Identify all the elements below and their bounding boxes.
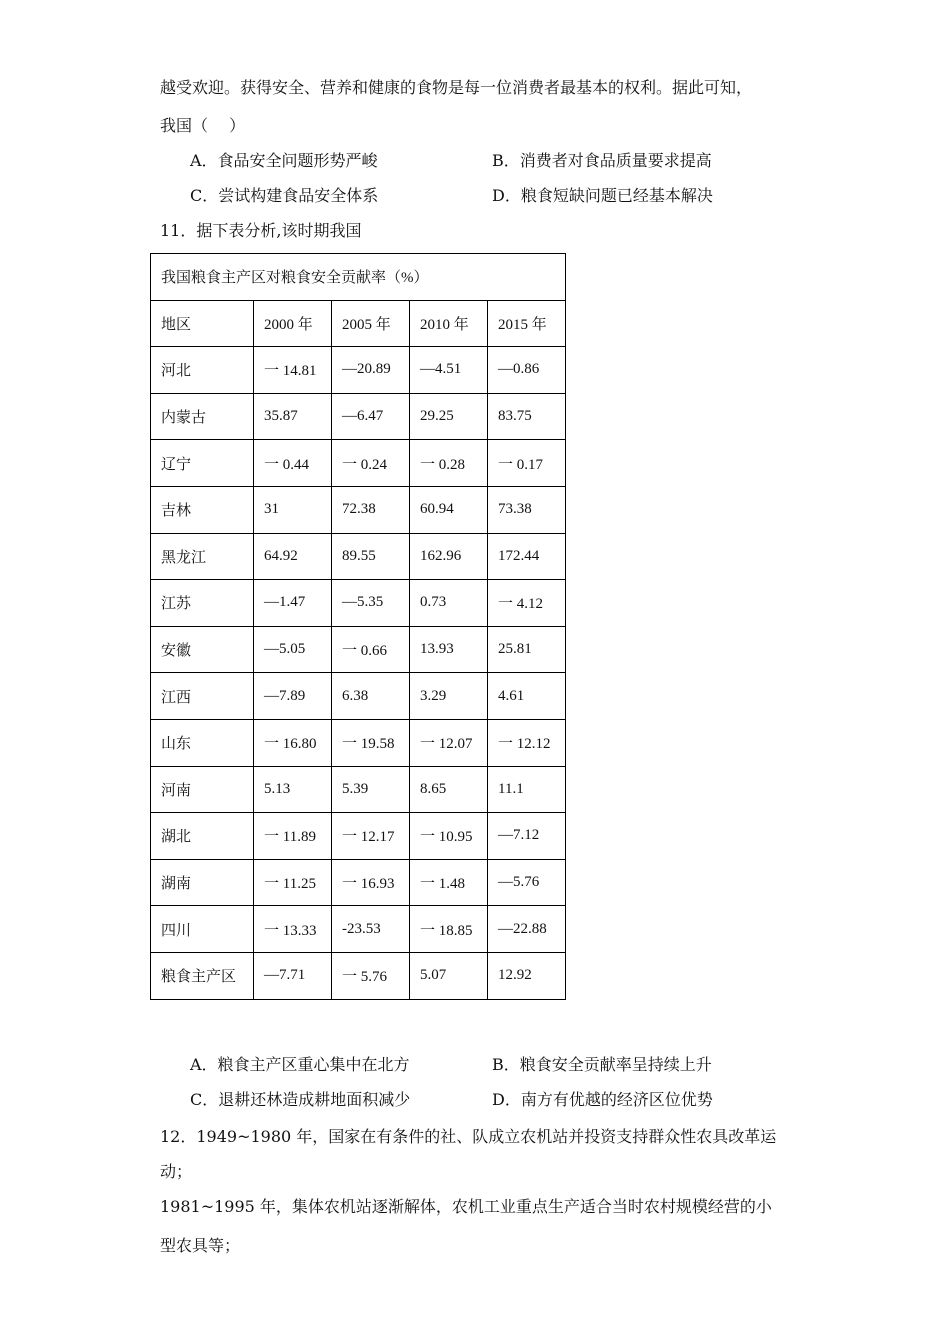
value-cell: 一 10.95 [410, 813, 488, 860]
value-cell: 6.38 [332, 673, 410, 720]
value-cell: 64.92 [254, 533, 332, 580]
q11-option-c: C．退耕还林造成耕地面积减少 [190, 1090, 411, 1109]
table-row [151, 673, 566, 720]
q11-option-d: D．南方有优越的经济区位优势 [492, 1090, 713, 1109]
table-row [151, 859, 566, 906]
value-cell: 25.81 [488, 626, 566, 673]
header-cell: 地区 [151, 300, 254, 347]
region-cell: 山东 [151, 719, 254, 766]
q12-line-2: 动； [160, 1162, 193, 1181]
table-row [151, 813, 566, 860]
table-row [151, 347, 566, 394]
header-cell: 2015 年 [488, 300, 566, 347]
table-row [151, 440, 566, 487]
region-cell: 江西 [151, 673, 254, 720]
value-cell: 一 0.24 [332, 440, 410, 487]
region-cell: 河南 [151, 766, 254, 813]
q12-line-4: 型农具等； [160, 1236, 241, 1255]
region-cell: 吉林 [151, 486, 254, 533]
value-cell: 一 19.58 [332, 719, 410, 766]
value-cell: —7.71 [254, 952, 332, 999]
table-title: 我国粮食主产区对粮食安全贡献率（%） [151, 254, 566, 301]
value-cell: 31 [254, 486, 332, 533]
value-cell: 0.73 [410, 580, 488, 627]
region-cell: 黑龙江 [151, 533, 254, 580]
value-cell: 一 4.12 [488, 580, 566, 627]
intro-text-line-2: 我国（ ） [160, 116, 246, 135]
value-cell: —1.47 [254, 580, 332, 627]
region-cell: 湖南 [151, 859, 254, 906]
value-cell: 一 11.25 [254, 859, 332, 906]
region-cell: 四川 [151, 906, 254, 953]
value-cell: 一 18.85 [410, 906, 488, 953]
value-cell: 73.38 [488, 486, 566, 533]
value-cell: 162.96 [410, 533, 488, 580]
region-cell: 辽宁 [151, 440, 254, 487]
value-cell: 12.92 [488, 952, 566, 999]
value-cell: 11.1 [488, 766, 566, 813]
value-cell: 一 13.33 [254, 906, 332, 953]
value-cell: 一 0.17 [488, 440, 566, 487]
value-cell: 一 1.48 [410, 859, 488, 906]
value-cell: 一 12.17 [332, 813, 410, 860]
q11-option-b: B．粮食安全贡献率呈持续上升 [492, 1055, 712, 1074]
value-cell: 4.61 [488, 673, 566, 720]
value-cell: —7.89 [254, 673, 332, 720]
value-cell: —4.51 [410, 347, 488, 394]
value-cell: 一 16.80 [254, 719, 332, 766]
table-header-row [151, 300, 566, 347]
table-row [151, 626, 566, 673]
region-cell: 内蒙古 [151, 393, 254, 440]
region-cell: 江苏 [151, 580, 254, 627]
table-row [151, 393, 566, 440]
table-title-row [151, 254, 566, 301]
header-cell: 2005 年 [332, 300, 410, 347]
q12-line-3: 1981~1995 年，集体农机站逐渐解体，农机工业重点生产适合当时农村规模经营的小 [160, 1197, 772, 1216]
region-cell: 湖北 [151, 813, 254, 860]
value-cell: —5.05 [254, 626, 332, 673]
header-cell: 2000 年 [254, 300, 332, 347]
region-cell: 粮食主产区 [151, 952, 254, 999]
intro-text-line-1: 越受欢迎。获得安全、营养和健康的食物是每一位消费者最基本的权利。据此可知， [160, 78, 753, 97]
value-cell: 5.07 [410, 952, 488, 999]
value-cell: —5.76 [488, 859, 566, 906]
value-cell: 一 16.93 [332, 859, 410, 906]
table-row [151, 952, 566, 999]
q10-option-a: A．食品安全问题形势严峻 [190, 151, 378, 170]
value-cell: -23.53 [332, 906, 410, 953]
q11-option-a: A．粮食主产区重心集中在北方 [190, 1055, 410, 1074]
region-cell: 河北 [151, 347, 254, 394]
q10-option-b: B．消费者对食品质量要求提高 [492, 151, 712, 170]
table-row [151, 906, 566, 953]
value-cell: 172.44 [488, 533, 566, 580]
table-row [151, 533, 566, 580]
value-cell: —7.12 [488, 813, 566, 860]
value-cell: 一 0.28 [410, 440, 488, 487]
value-cell: 5.13 [254, 766, 332, 813]
value-cell: 72.38 [332, 486, 410, 533]
value-cell: —6.47 [332, 393, 410, 440]
table-row [151, 486, 566, 533]
value-cell: 83.75 [488, 393, 566, 440]
value-cell: 一 14.81 [254, 347, 332, 394]
value-cell: 一 0.66 [332, 626, 410, 673]
value-cell: 60.94 [410, 486, 488, 533]
value-cell: —20.89 [332, 347, 410, 394]
q11-stem: 11．据下表分析,该时期我国 [160, 221, 362, 240]
value-cell: 8.65 [410, 766, 488, 813]
q10-option-d: D．粮食短缺问题已经基本解决 [492, 186, 713, 205]
value-cell: 89.55 [332, 533, 410, 580]
header-cell: 2010 年 [410, 300, 488, 347]
table-row [151, 719, 566, 766]
value-cell: 13.93 [410, 626, 488, 673]
value-cell: 35.87 [254, 393, 332, 440]
q12-line-1: 12．1949~1980 年，国家在有条件的社、队成立农机站并投资支持群众性农具改革运 [160, 1127, 777, 1146]
value-cell: 5.39 [332, 766, 410, 813]
value-cell: 一 12.07 [410, 719, 488, 766]
value-cell: 一 5.76 [332, 952, 410, 999]
table-row [151, 580, 566, 627]
value-cell: —5.35 [332, 580, 410, 627]
region-cell: 安徽 [151, 626, 254, 673]
value-cell: 一 0.44 [254, 440, 332, 487]
value-cell: 3.29 [410, 673, 488, 720]
value-cell: 一 12.12 [488, 719, 566, 766]
value-cell: —22.88 [488, 906, 566, 953]
value-cell: 一 11.89 [254, 813, 332, 860]
value-cell: —0.86 [488, 347, 566, 394]
q10-option-c: C．尝试构建食品安全体系 [190, 186, 379, 205]
table-row [151, 766, 566, 813]
value-cell: 29.25 [410, 393, 488, 440]
grain-contribution-table [150, 253, 566, 1000]
